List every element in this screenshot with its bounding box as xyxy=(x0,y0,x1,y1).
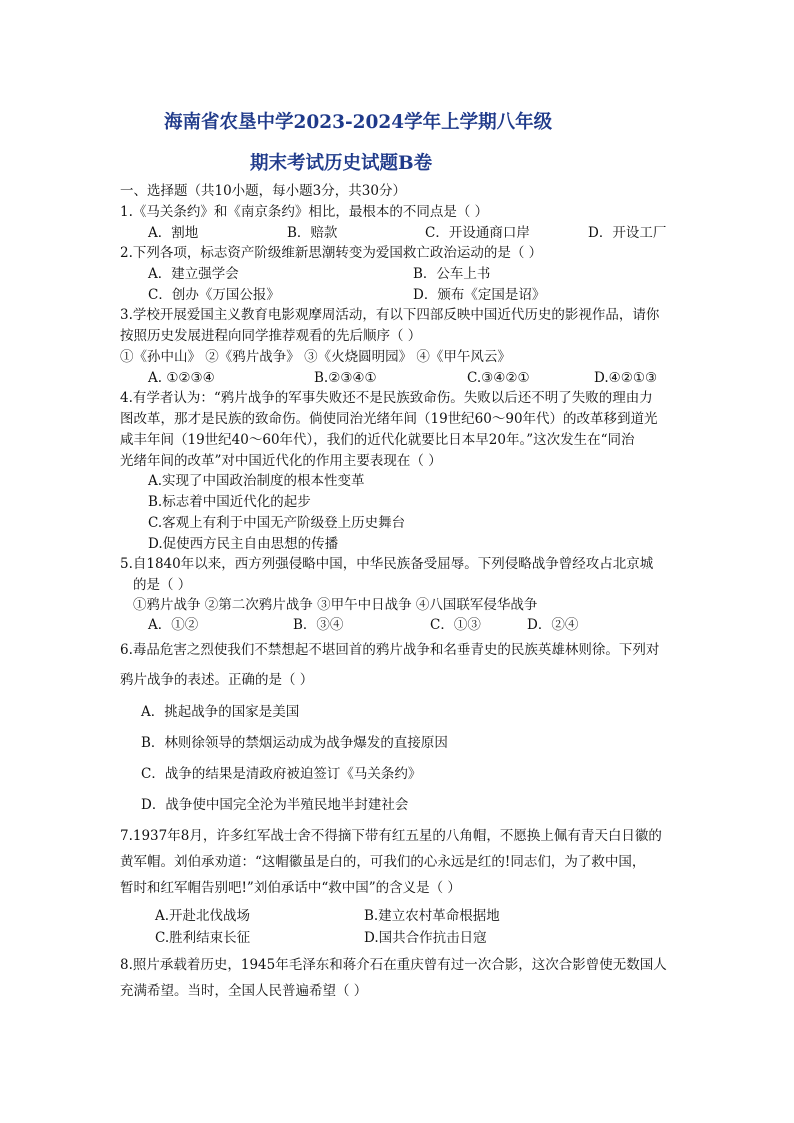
q2-option-b: B．公车上书 xyxy=(413,266,491,282)
q5-option-a: A．①② xyxy=(148,617,199,633)
q4-stem-line4: 光绪年间的改革”对中国近代化的作用主要表现在（ ） xyxy=(120,453,442,469)
q3-option-d: D.④②①③ xyxy=(594,370,658,386)
q8-stem-line1: 8.照片承载着历史，1945年毛泽东和蒋介石在重庆曾有过一次合影，这次合影曾使无数国人 xyxy=(120,957,667,973)
q4-option-b: B.标志着中国近代化的起步 xyxy=(148,494,311,510)
q3-items: ①《孙中山》 ②《鸦片战争》 ③《火烧圆明园》 ④《甲午风云》 xyxy=(120,349,511,365)
q4-option-d: D.促使西方民主自由思想的传播 xyxy=(148,536,339,552)
q6-option-c: C．战争的结果是清政府被迫签订《马关条约》 xyxy=(141,766,422,782)
q6-option-b: B．林则徐领导的禁烟运动成为战争爆发的直接原因 xyxy=(141,735,448,751)
q5-items: ①鸦片战争 ②第二次鸦片战争 ③甲午中日战争 ④八国联军侵华战争 xyxy=(133,597,538,613)
q1-stem: 1.《马关条约》和《南京条约》相比，最根本的不同点是（ ） xyxy=(120,204,489,220)
q7-stem-line2: 黄军帽。刘伯承劝道：“这帽徽虽是白的，可我们的心永远是红的!同志们，为了救中国， xyxy=(120,854,646,870)
q7-stem-line1: 7.1937年8月，许多红军战士舍不得摘下带有红五星的八角帽，不愿换上佩有青天白日徽的 xyxy=(120,828,662,844)
q7-option-a: A.开赴北伐战场 xyxy=(155,908,251,924)
q2-stem: 2.下列各项，标志资产阶级维新思潮转变为爱国救亡政治运动的是（ ） xyxy=(120,245,543,261)
q2-option-c: C．创办《万国公报》 xyxy=(148,287,280,303)
q3-stem-line1: 3.学校开展爱国主义教育电影观摩周活动，有以下四部反映中国近代历史的影视作品，请你 xyxy=(120,307,660,323)
q3-stem-line2: 按照历史发展进程向同学推荐观看的先后顺序（ ） xyxy=(120,328,422,344)
q5-stem-line2: 的是（ ） xyxy=(133,577,192,593)
q1-option-a: A．割地 xyxy=(148,225,199,241)
q1-option-c: C．开设通商口岸 xyxy=(425,225,530,241)
q7-option-b: B.建立农村革命根据地 xyxy=(364,908,500,924)
q8-stem-line2: 充满希望。当时，全国人民普遍希望（ ） xyxy=(120,983,368,999)
q5-option-d: D．②④ xyxy=(527,617,579,633)
exam-title-line2: 期末考试历史试题B卷 xyxy=(250,153,433,174)
q4-option-c: C.客观上有利于中国无产阶级登上历史舞台 xyxy=(148,515,406,531)
q4-stem-line1: 4.有学者认为：“鸦片战争的军事失败还不是民族致命伤。失败以后还不明了失败的理由力 xyxy=(120,390,653,406)
q3-option-c: C.③④②① xyxy=(467,370,530,386)
q5-option-b: B．③④ xyxy=(293,617,344,633)
q1-option-b: B．赔款 xyxy=(287,225,338,241)
q6-option-d: D．战争使中国完全沦为半殖民地半封建社会 xyxy=(141,797,409,813)
q4-stem-line2: 图改革，那才是民族的致命伤。倘使同治光绪年间（19世纪60～90年代）的改革移到道光 xyxy=(120,411,658,427)
q7-option-d: D.国共合作抗击日寇 xyxy=(364,930,487,946)
q5-option-c: C．①③ xyxy=(430,617,481,633)
q3-option-a: A. ①②③④ xyxy=(148,370,215,386)
q1-option-d: D．开设工厂 xyxy=(588,225,667,241)
q3-option-b: B.②③④① xyxy=(314,370,377,386)
q6-option-a: A．挑起战争的国家是美国 xyxy=(141,704,300,720)
q2-option-d: D．颁布《定国是诏》 xyxy=(413,287,546,303)
q7-option-c: C.胜利结束长征 xyxy=(155,930,251,946)
q5-stem-line1: 5.自1840年以来，西方列强侵略中国，中华民族备受屈辱。下列侵略战争曾经攻占北京城 xyxy=(120,556,654,572)
q2-option-a: A．建立强学会 xyxy=(148,266,239,282)
exam-title-line1: 海南省农垦中学2023-2024学年上学期八年级 xyxy=(164,112,553,133)
q6-stem-line2: 鸦片战争的表述。正确的是（ ） xyxy=(120,672,314,688)
section-header: 一、选择题（共10小题，每小题3分，共30分） xyxy=(120,183,406,199)
q4-stem-line3: 咸丰年间（19世纪40～60年代），我们的近代化就要比日本早20年。”这次发生在“同治 xyxy=(120,432,635,448)
q4-option-a: A.实现了中国政治制度的根本性变革 xyxy=(148,473,365,489)
q6-stem-line1: 6.毒品危害之烈使我们不禁想起不堪回首的鸦片战争和名垂青史的民族英雄林则徐。下列对 xyxy=(120,642,660,658)
q7-stem-line3: 暂时和红军帽告别吧!”刘伯承话中“救中国”的含义是（ ） xyxy=(120,880,461,896)
